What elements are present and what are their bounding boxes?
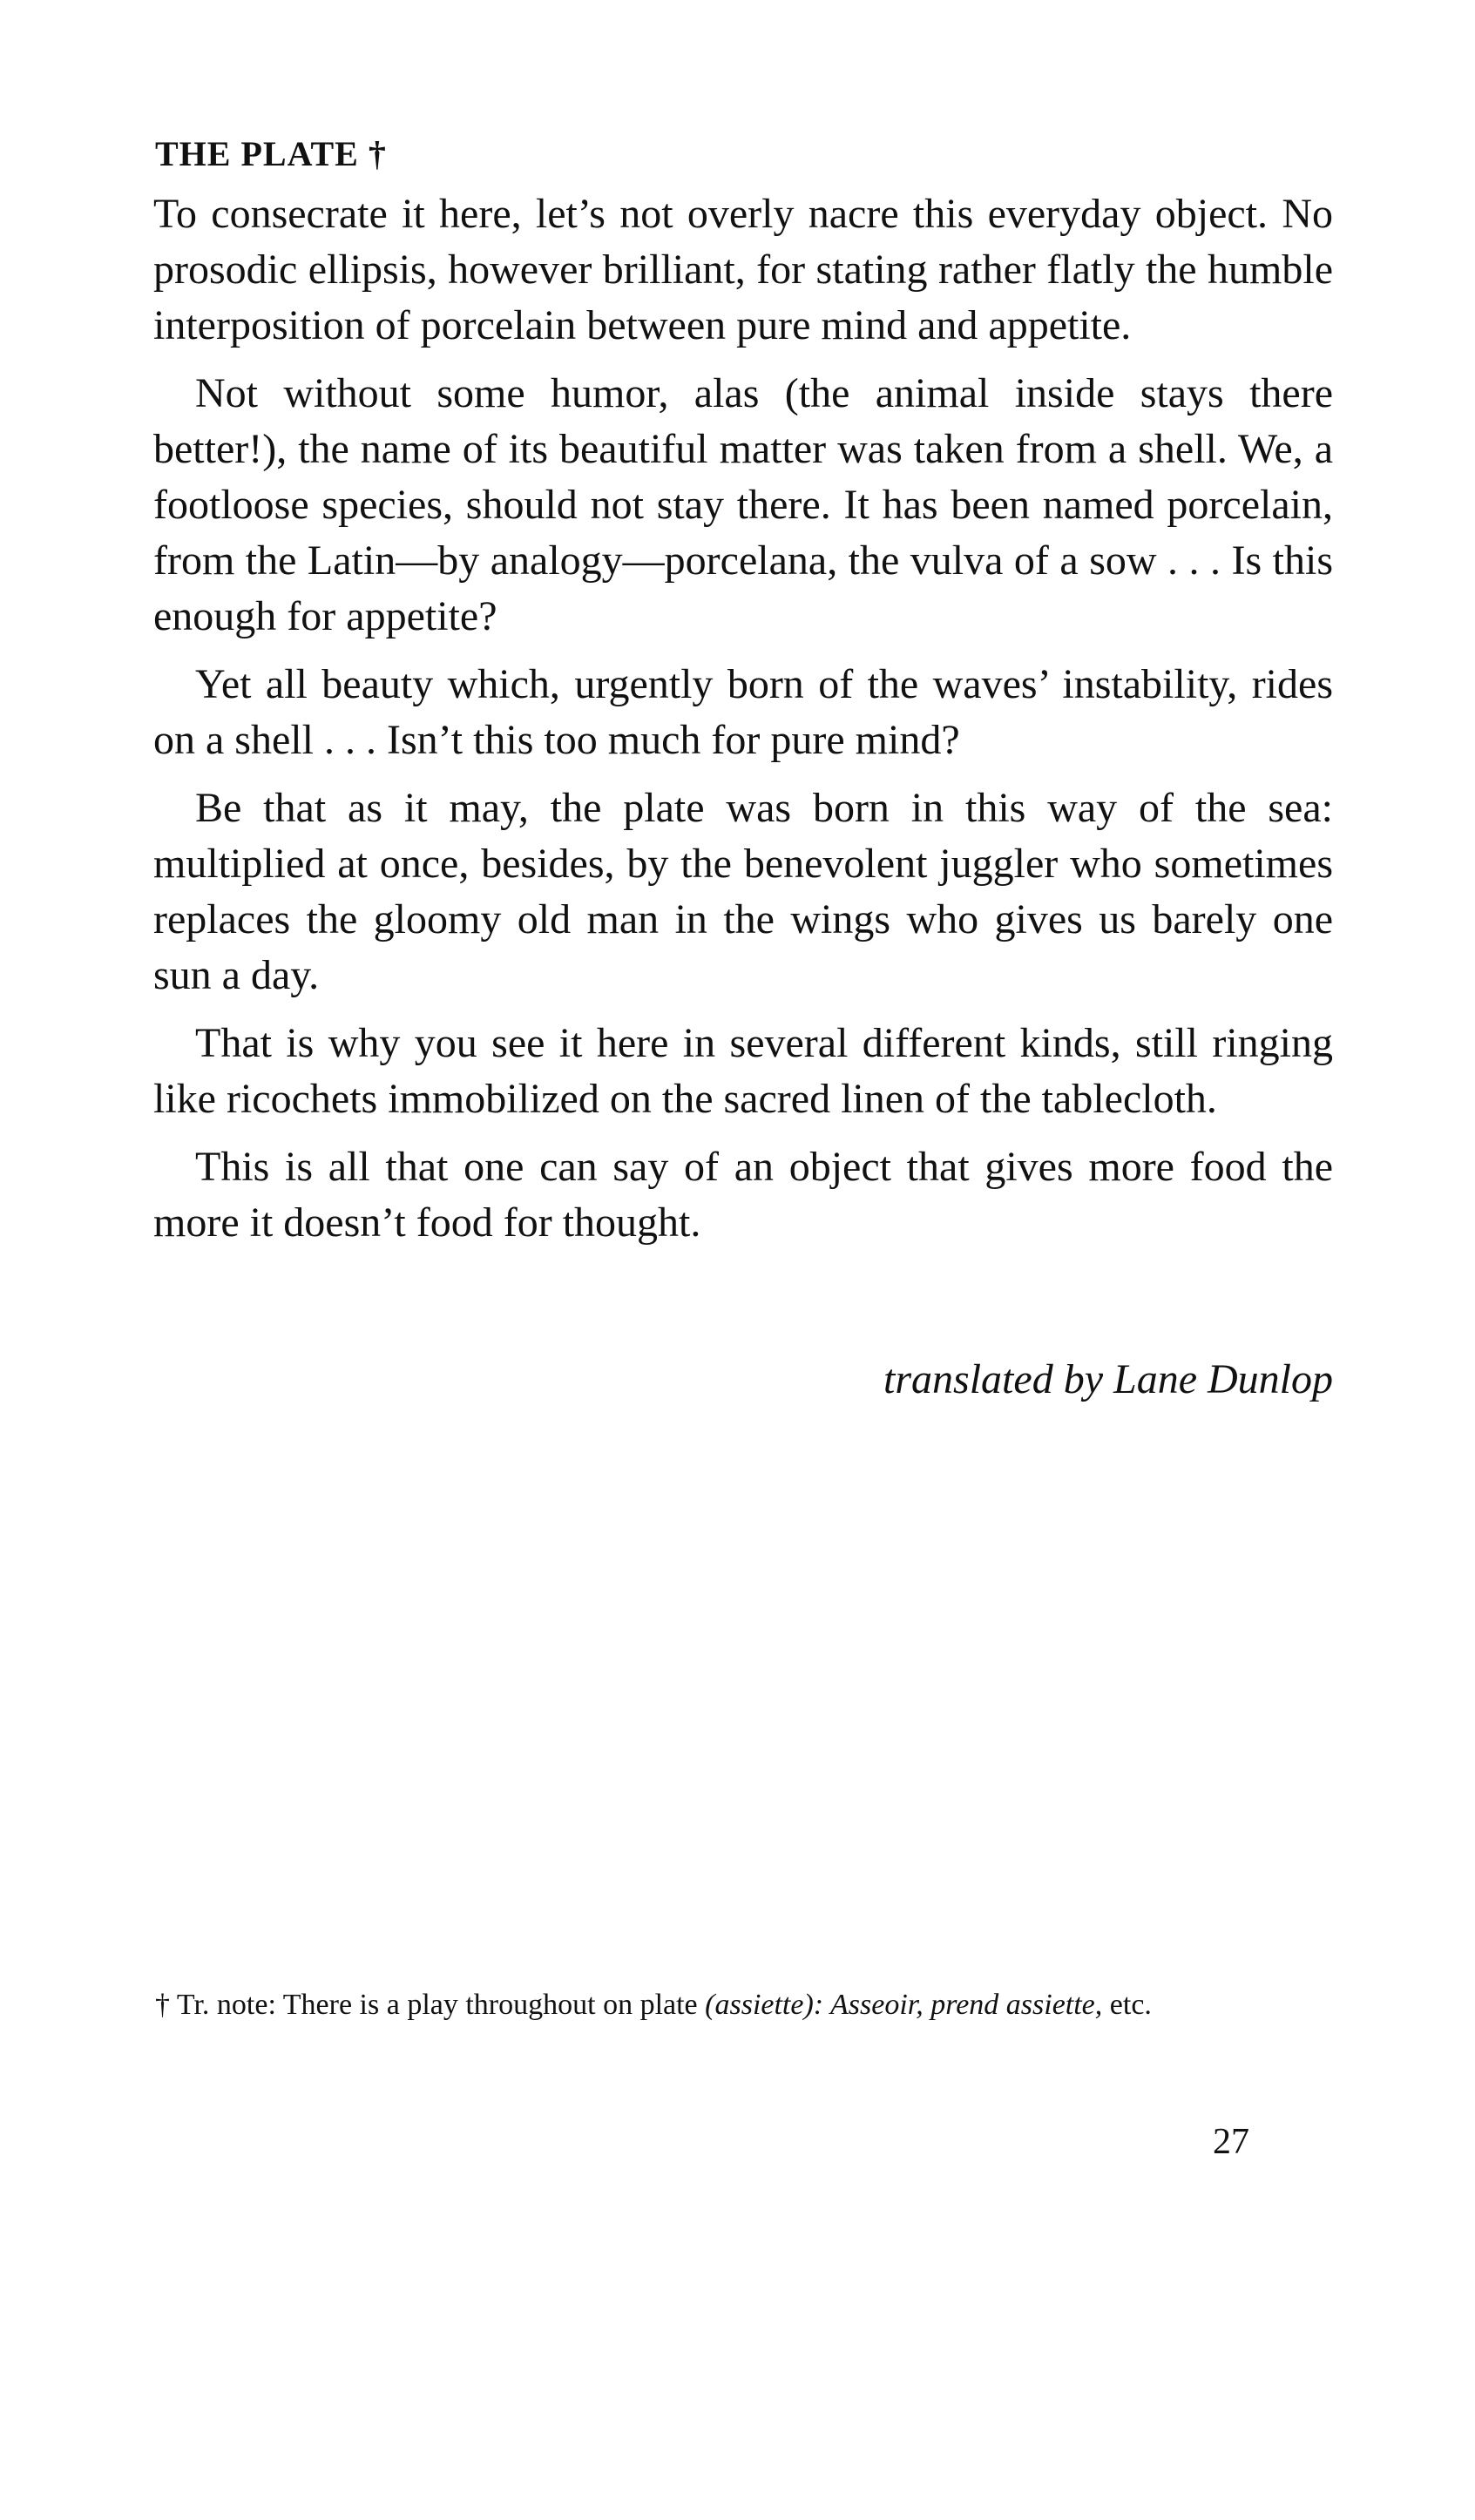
footnote-prefix: † Tr. note: There is a play throughout on plate <box>155 1989 706 2021</box>
paragraph-2: Not without some humor, alas (the animal inside stays there better!), the name of its beautiful matter was taken from a shell. We, a footloose species, should not stay there. It has been named porcelain, from the Latin—by analogy—porcelana, the vulva of a sow . . . Is this enough for appetite? <box>153 370 1333 639</box>
translator-credit: translated by Lane Dunlop <box>883 1356 1333 1402</box>
paragraph-1: To consecrate it here, let’s not overly nacre this everyday object. No prosodic ellipsis, however brilliant, for stating rather flatly the humble interposition of porcelain between pure mind and appetite. <box>153 191 1333 348</box>
paragraph-5: That is why you see it here in several different kinds, still ringing like ricochets immobilized on the sacred linen of the tablecloth. <box>153 1020 1333 1122</box>
footnote <box>155 1986 1333 2024</box>
body-text <box>153 186 1333 1263</box>
page-number: 27 <box>1213 2122 1249 2162</box>
paragraph-6: This is all that one can say of an object that gives more food the more it doesn’t food for thought. <box>153 1144 1333 1246</box>
paragraph-3: Yet all beauty which, urgently born of the waves’ instability, rides on a shell . . . Isn’t this too much for pure mind? <box>153 661 1333 763</box>
page-title: THE PLATE † <box>155 134 387 173</box>
footnote-suffix: etc. <box>1102 1989 1152 2021</box>
footnote-italic: (assiette): Asseoir, prend assiette, <box>705 1989 1103 2021</box>
paragraph-4: Be that as it may, the plate was born in this way of the sea: multiplied at once, besides, by the benevolent juggler who sometimes replaces the gloomy old man in the wings who gives us barely one sun a day. <box>153 785 1333 998</box>
